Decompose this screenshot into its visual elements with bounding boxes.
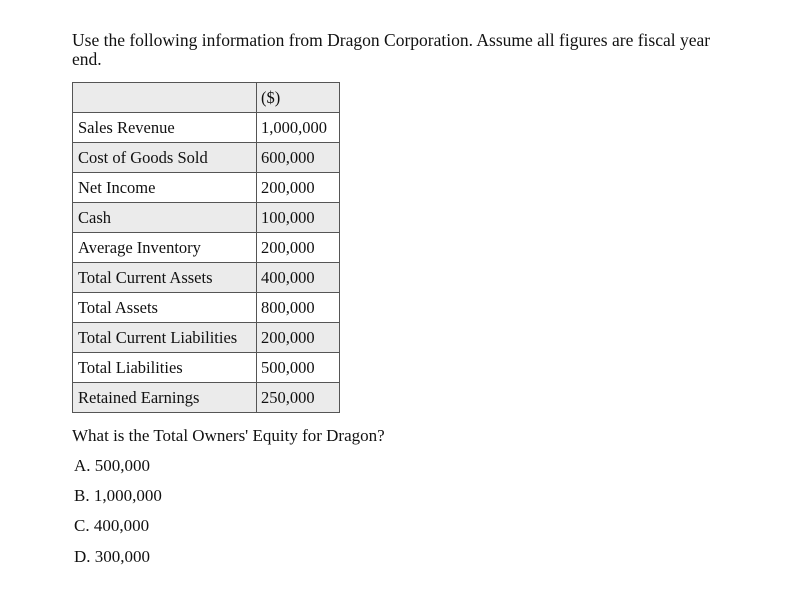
row-label-total-current-liabilities: Total Current Liabilities [73, 323, 257, 353]
answer-option-d[interactable]: D. 300,000 [74, 547, 151, 566]
row-label-sales-revenue: Sales Revenue [73, 113, 257, 143]
row-label-average-inventory: Average Inventory [73, 233, 257, 263]
table-row [73, 173, 340, 203]
answer-option-b[interactable]: B. 1,000,000 [74, 486, 162, 505]
financial-data-table [72, 82, 340, 413]
table-row [73, 293, 340, 323]
row-value-average-inventory: 200,000 [257, 233, 340, 263]
table-row [73, 353, 340, 383]
row-label-cash: Cash [73, 203, 257, 233]
row-label-total-assets: Total Assets [73, 293, 257, 323]
table-row [73, 203, 340, 233]
row-value-total-current-liabilities: 200,000 [257, 323, 340, 353]
row-value-net-income: 200,000 [257, 173, 340, 203]
header-label-cell [73, 83, 257, 113]
row-value-total-assets: 800,000 [257, 293, 340, 323]
row-value-cost-of-goods-sold: 600,000 [257, 143, 340, 173]
question-text: What is the Total Owners' Equity for Dragon? [72, 426, 385, 445]
intro-text: Use the following information from Dragon Corporation. Assume all figures are fiscal year end. [72, 30, 711, 69]
row-value-total-current-assets: 400,000 [257, 263, 340, 293]
table-row [73, 143, 340, 173]
table-row [73, 233, 340, 263]
row-label-total-liabilities: Total Liabilities [73, 353, 257, 383]
table-row [73, 383, 340, 413]
row-label-cost-of-goods-sold: Cost of Goods Sold [73, 143, 257, 173]
table-row [73, 263, 340, 293]
table-row [73, 323, 340, 353]
table-row [73, 113, 340, 143]
row-value-total-liabilities: 500,000 [257, 353, 340, 383]
row-label-retained-earnings: Retained Earnings [73, 383, 257, 413]
row-value-retained-earnings: 250,000 [257, 383, 340, 413]
table-header-row [73, 83, 340, 113]
row-value-sales-revenue: 1,000,000 [257, 113, 340, 143]
row-label-net-income: Net Income [73, 173, 257, 203]
answer-option-a[interactable]: A. 500,000 [74, 456, 151, 475]
answer-option-c[interactable]: C. 400,000 [74, 516, 150, 535]
row-value-cash: 100,000 [257, 203, 340, 233]
header-currency-cell: ($) [257, 83, 340, 113]
row-label-total-current-assets: Total Current Assets [73, 263, 257, 293]
